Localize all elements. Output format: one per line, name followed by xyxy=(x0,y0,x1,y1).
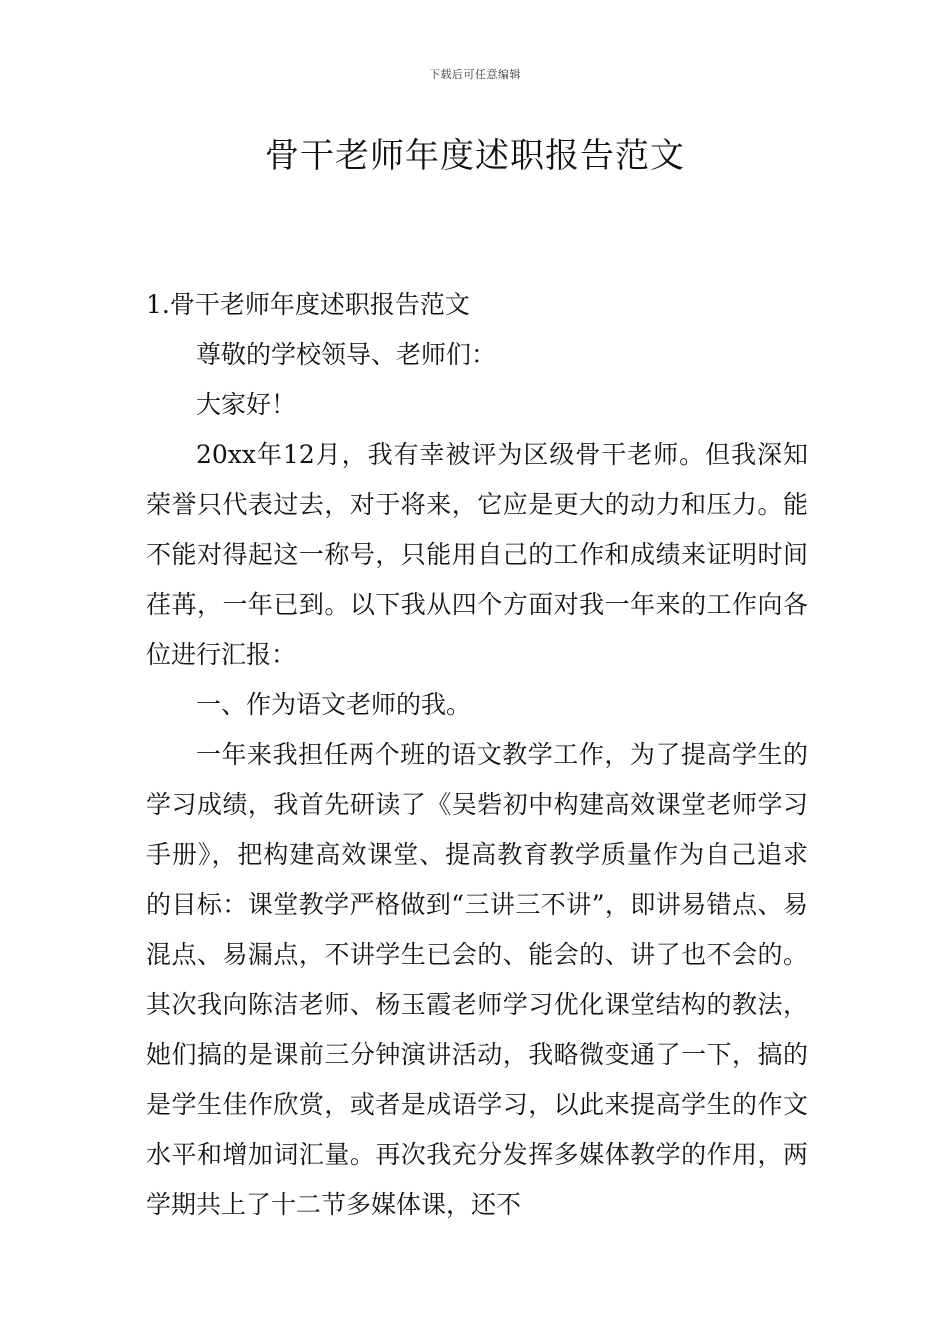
subheading-1: 一、作为语文老师的我。 xyxy=(196,690,472,719)
header-note: 下载后可任意编辑 xyxy=(429,68,521,81)
section-heading: 1.骨干老师年度述职报告范文 xyxy=(146,290,470,319)
paragraph-2: 一年来我担任两个班的语文教学工作，为了提高学生的学习成绩，我首先研读了《吴砦初中构建高效课堂老师学习手册》，把构建高效课堂、提高教育教学质量作为自己追求的目标：课堂教学严格做到“三讲三不讲”，即讲易错点、易混点、易漏点，不讲学生已会的、能会的、讲了也不会的。其次我向陈洁老师、杨玉霞老师学习优化课堂结构的教法，她们搞的是课前三分钟演讲活动，我略微变通了一下，搞的是学生佳作欣赏，或者是成语学习，以此来提高学生的作文水平和增加词汇量。再次我充分发挥多媒体教学的作用，两学期共上了十二节多媒体课，还不 xyxy=(146,740,808,1219)
salutation: 尊敬的学校领导、老师们： xyxy=(196,340,497,369)
paragraph-1: 20xx年12月，我有幸被评为区级骨干老师。但我深知荣誉只代表过去，对于将来，它应是更大的动力和压力。能不能对得起这一称号，只能用自己的工作和成绩来证明时间荏苒，一年已到。以下我从四个方面对我一年来的工作向各位进行汇报： xyxy=(146,440,808,669)
document-body xyxy=(146,280,808,1230)
greeting: 大家好！ xyxy=(196,390,297,419)
document-title: 骨干老师年度述职报告范文 xyxy=(265,136,685,176)
